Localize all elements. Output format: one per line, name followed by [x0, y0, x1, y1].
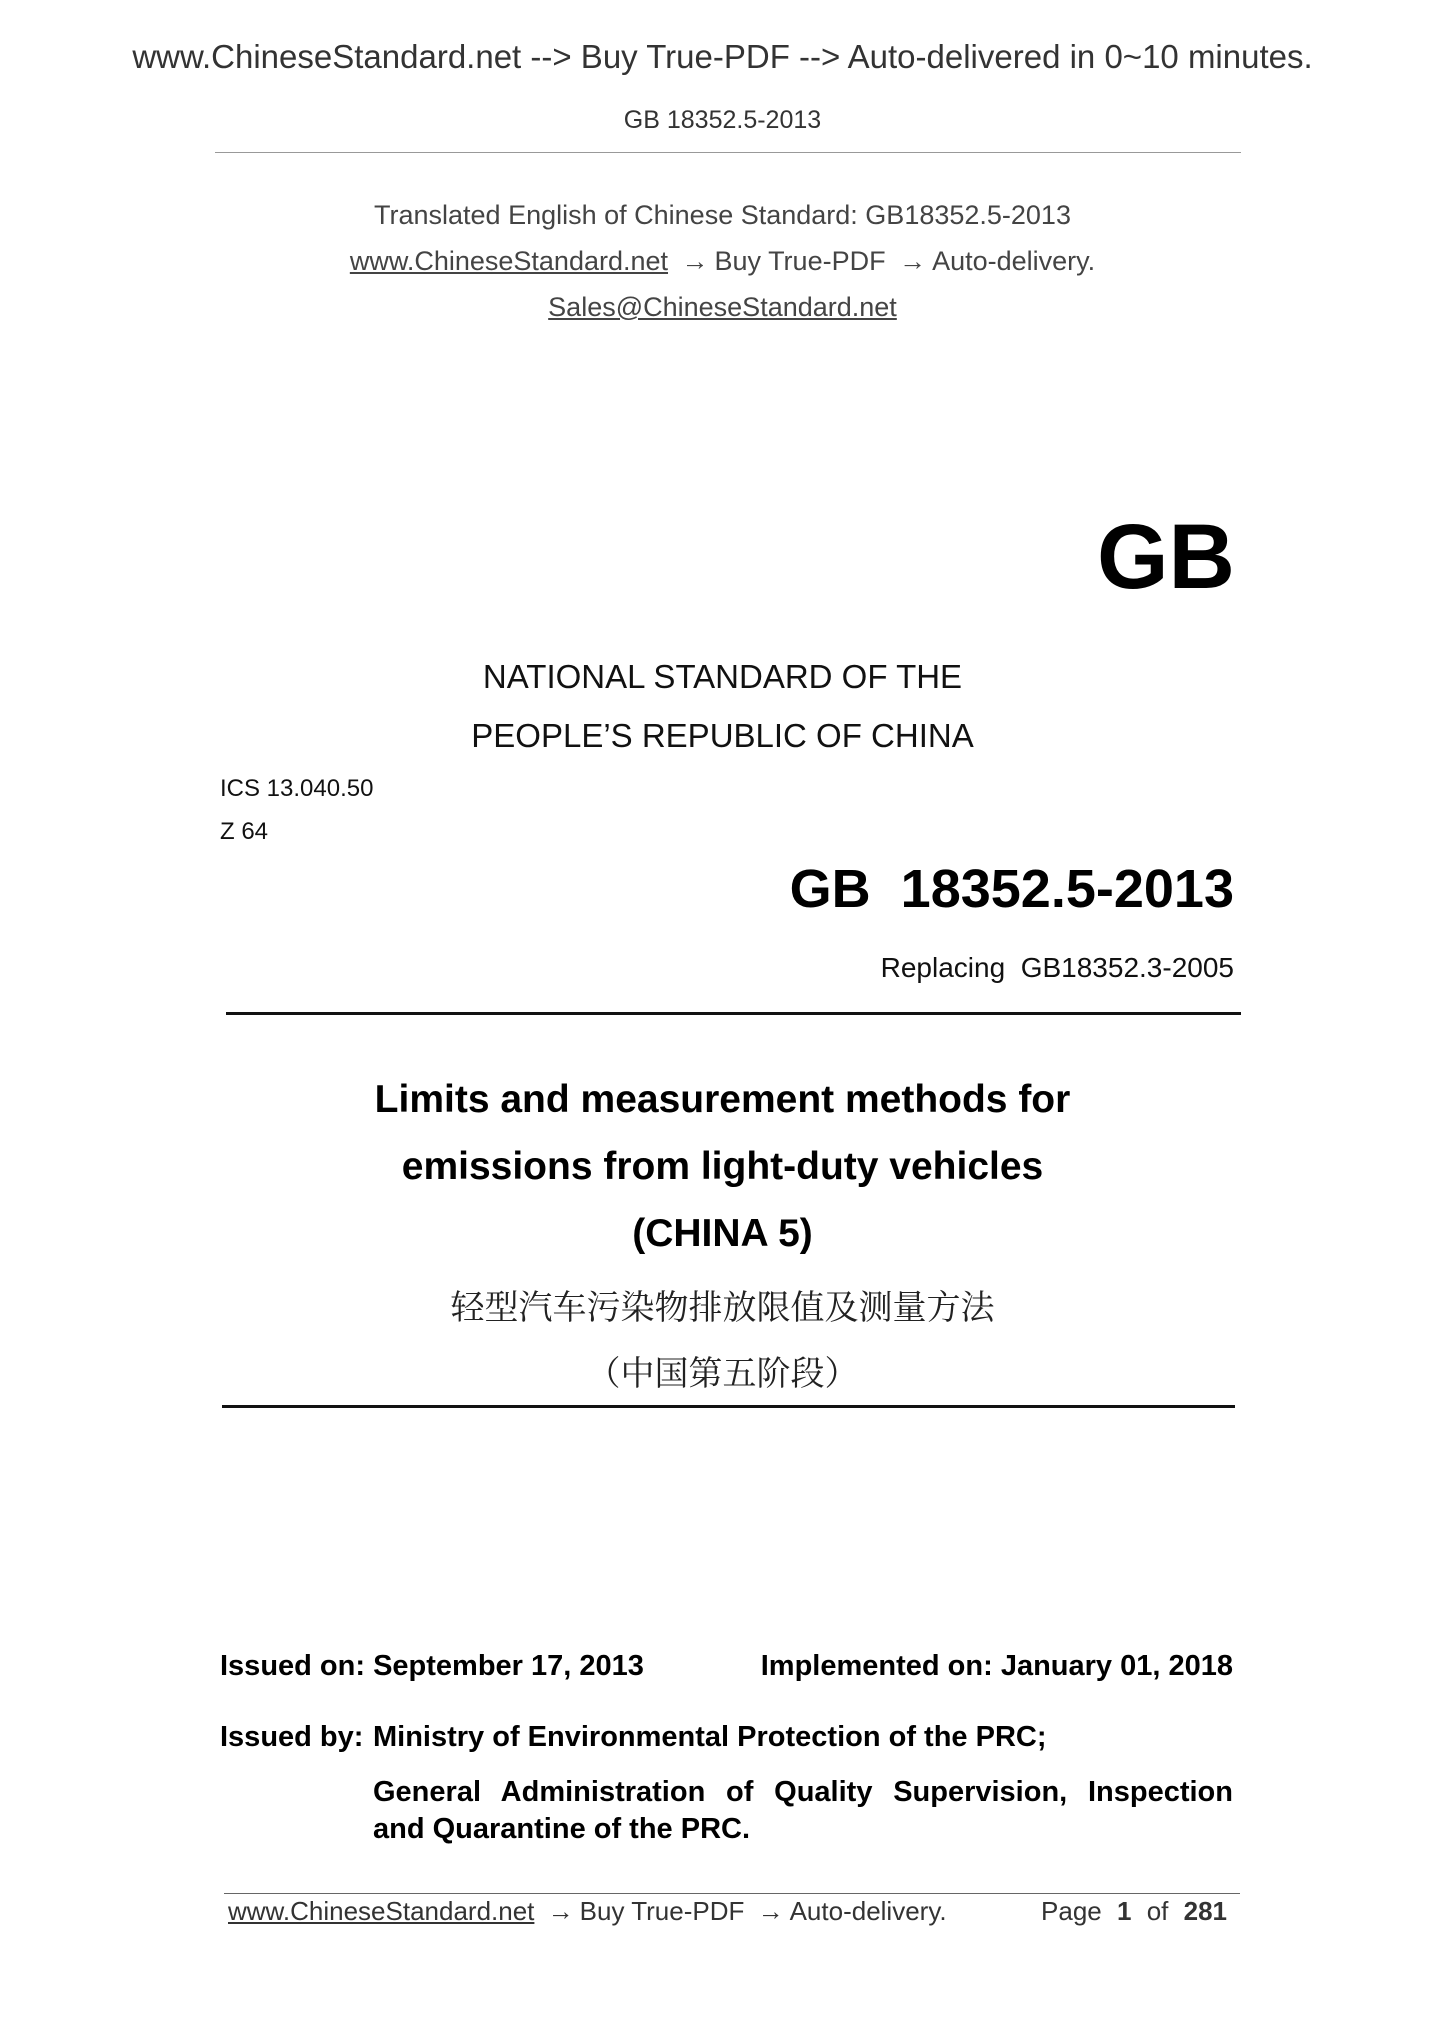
title-line3: (CHINA 5)	[632, 1212, 813, 1255]
issued-on: Issued on: September 17, 2013	[220, 1650, 644, 1682]
header-divider	[215, 152, 1241, 153]
page-total: 281	[1183, 1896, 1227, 1926]
implemented-on: Implemented on: January 01, 2018	[760, 1650, 1233, 1682]
sales-email-link[interactable]: Sales@ChineseStandard.net	[548, 292, 897, 322]
email-line	[0, 292, 1445, 323]
translation-note: Translated English of Chinese Standard: GB18352.5-2013	[374, 200, 1071, 230]
page-label: Page	[1041, 1896, 1102, 1926]
gb-mark: GB	[1097, 506, 1235, 608]
footer-buy-text: Buy True-PDF	[579, 1896, 745, 1926]
arrow-right-icon: →	[547, 1896, 574, 1926]
z-code: Z 64	[220, 818, 269, 845]
arrow-right-icon: →	[899, 246, 927, 276]
chinese-title: 轻型汽车污染物排放限值及测量方法	[450, 1288, 995, 1328]
ics-code: ICS 13.040.50	[220, 775, 374, 802]
page-number: 1	[1116, 1896, 1132, 1926]
footer-delivery-text: Auto-delivery.	[789, 1896, 947, 1926]
delivery-text: Auto-delivery.	[932, 246, 1096, 276]
issuer-aqsiq-line1: General Administration of Quality Supervision, Inspection	[373, 1776, 1233, 1808]
national-standard-line1: NATIONAL STANDARD OF THE	[482, 658, 963, 695]
arrow-right-icon: →	[681, 246, 709, 276]
chinese-subtitle: （中国第五阶段）	[586, 1354, 859, 1394]
header-standard-code: GB 18352.5-2013	[623, 106, 822, 134]
of-label: of	[1146, 1896, 1169, 1926]
title-line2: emissions from light-duty vehicles	[401, 1145, 1044, 1188]
purchase-line	[0, 246, 1445, 277]
issuer-aqsiq-line2: and Quarantine of the PRC.	[373, 1813, 751, 1845]
replacing-standard: Replacing GB18352.3-2005	[880, 952, 1234, 983]
title-bottom-rule	[222, 1405, 1235, 1408]
buy-text: Buy True-PDF	[714, 246, 886, 276]
footer-site-link[interactable]: www.ChineseStandard.net	[228, 1896, 535, 1926]
issuer-ministry: Ministry of Environmental Protection of the PRC;	[373, 1721, 1047, 1753]
footer-purchase-line	[228, 1896, 947, 1927]
issued-by-label: Issued by:	[220, 1721, 364, 1753]
top-banner: www.ChineseStandard.net --> Buy True-PDF --> Auto-delivered in 0~10 minutes.	[132, 38, 1313, 75]
arrow-right-icon: →	[757, 1896, 784, 1926]
title-line1: Limits and measurement methods for	[374, 1078, 1071, 1121]
footer-divider	[224, 1893, 1240, 1894]
title-top-rule	[226, 1012, 1241, 1015]
page-indicator	[1041, 1896, 1227, 1927]
site-link[interactable]: www.ChineseStandard.net	[349, 246, 669, 276]
standard-number: GB 18352.5-2013	[789, 859, 1234, 919]
national-standard-line2: PEOPLE’S REPUBLIC OF CHINA	[471, 717, 974, 754]
